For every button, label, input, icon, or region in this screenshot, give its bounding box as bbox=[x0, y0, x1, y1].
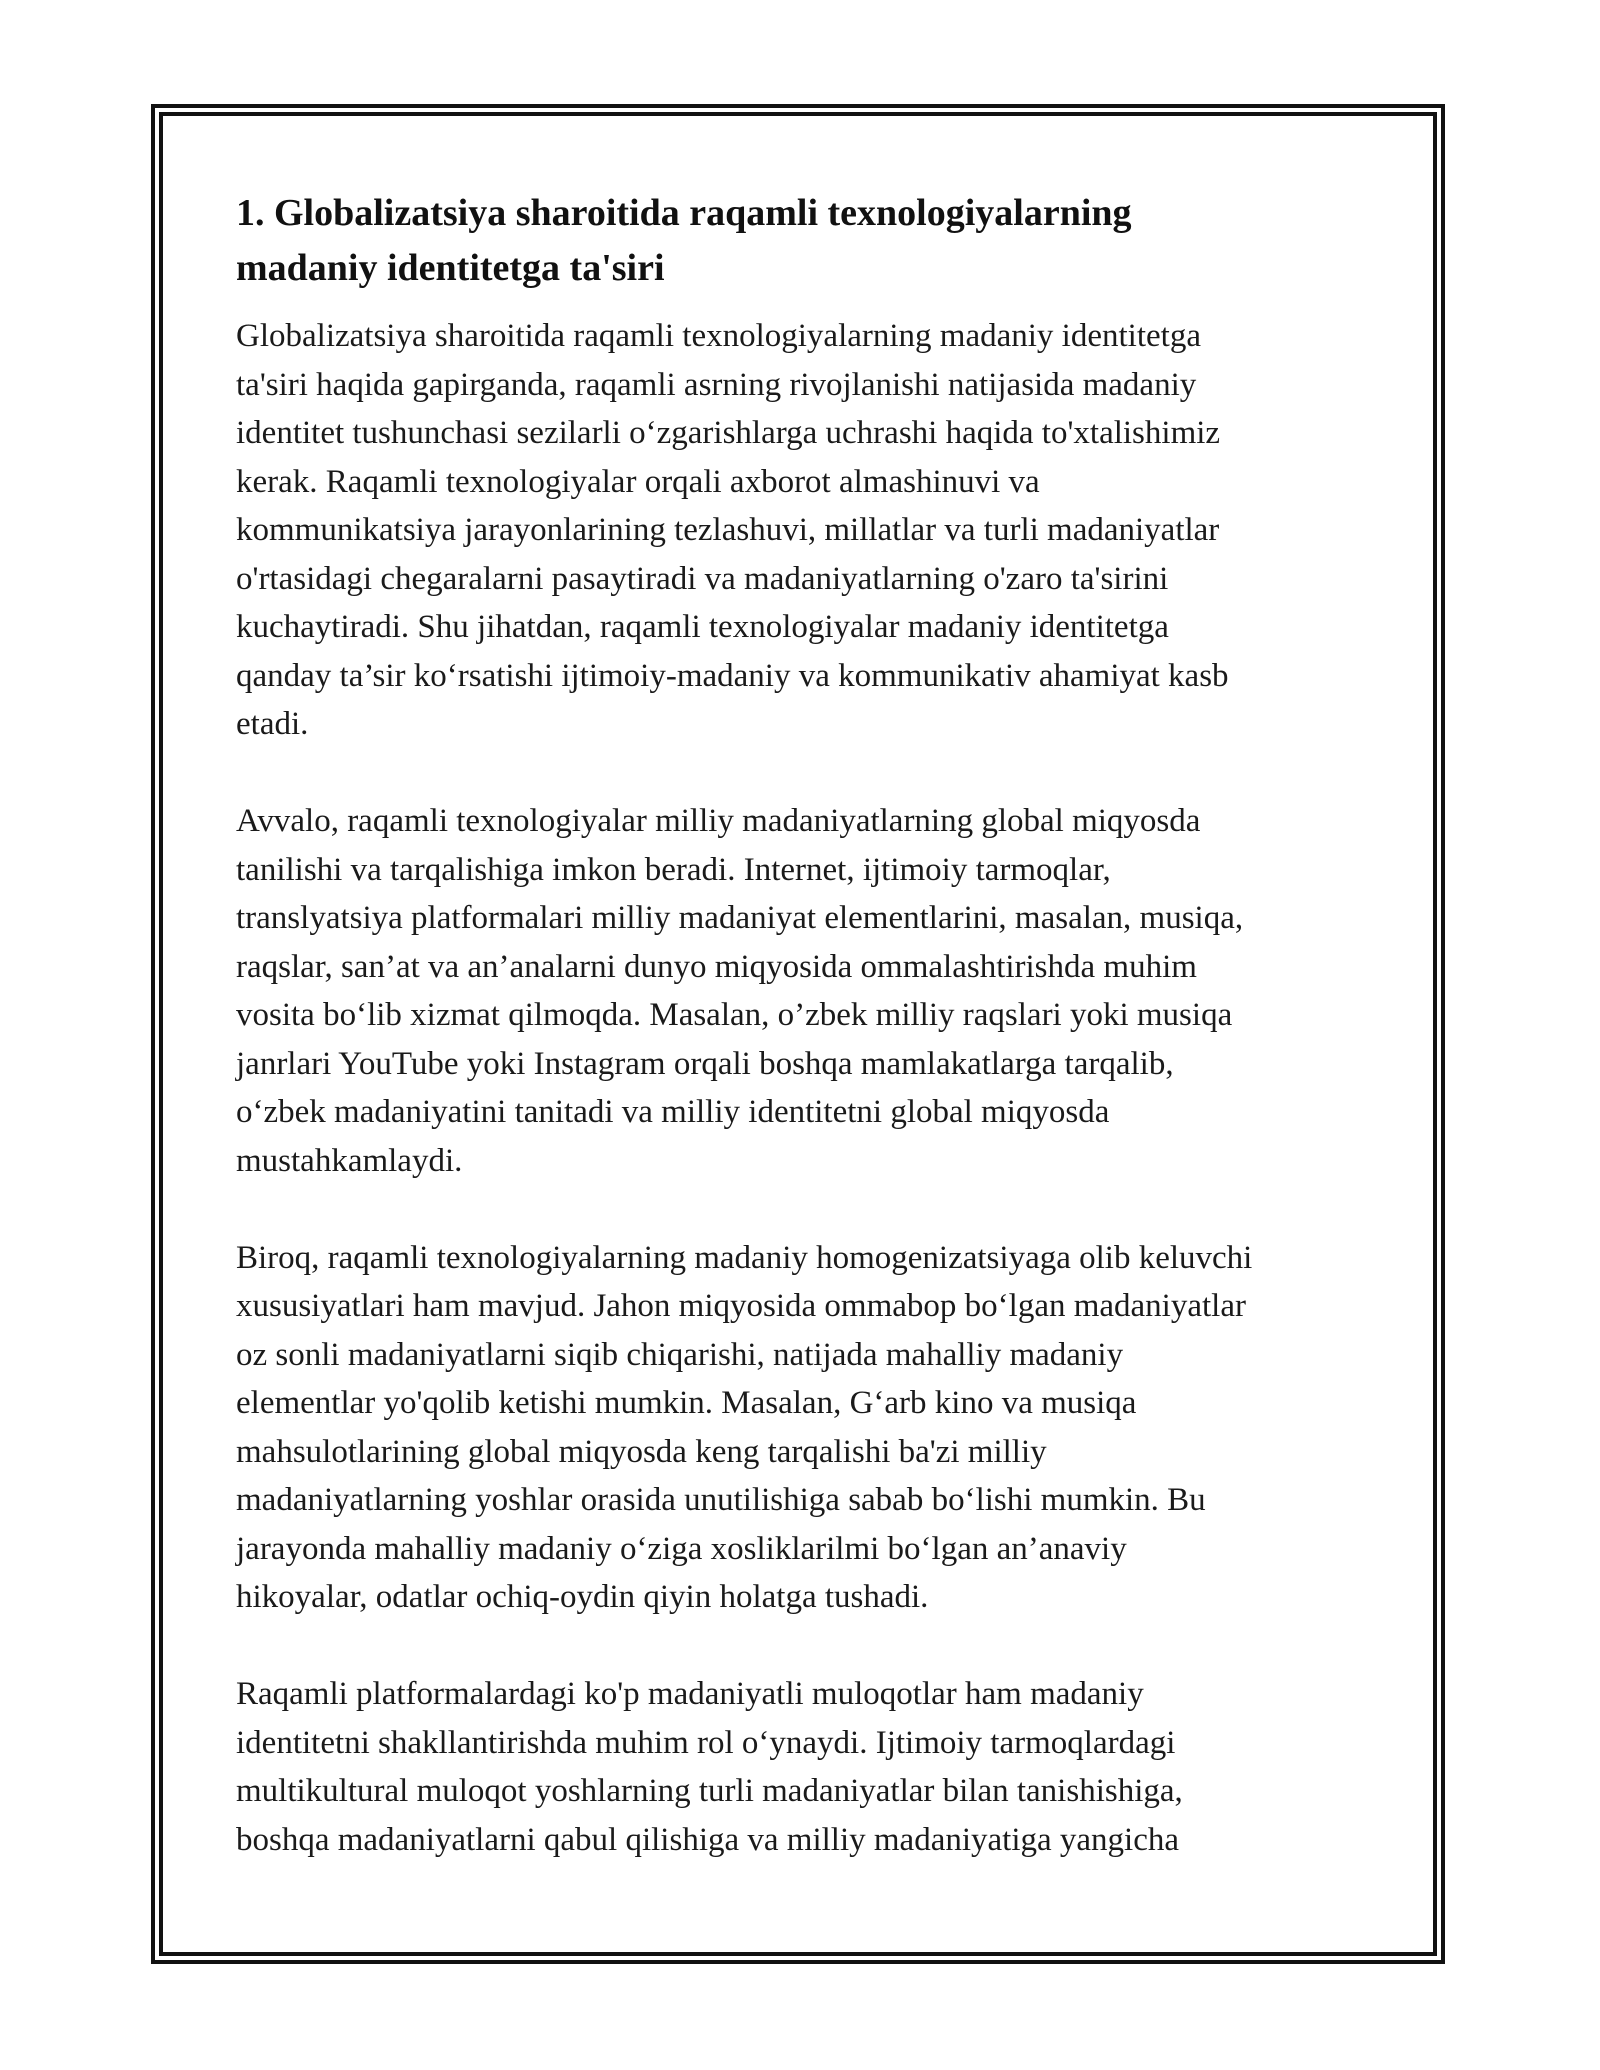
body-paragraph bbox=[236, 1670, 1376, 1864]
paragraph-line: o'rtasidagi chegaralarni pasaytiradi va madaniyatlarning o'zaro ta'sirini bbox=[236, 560, 1169, 597]
paragraph-line: ta'siri haqida gapirganda, raqamli asrning rivojlanishi natijasida madaniy bbox=[236, 366, 1197, 403]
paragraph-line: o‘zbek madaniyatini tanitadi va milliy identitetni global miqyosda bbox=[236, 1094, 1110, 1130]
paragraph-line: Globalizatsiya sharoitida raqamli texnologiyalarning madaniy identitetga bbox=[236, 318, 1201, 354]
paragraph-line: mustahkamlaydi. bbox=[236, 1142, 463, 1179]
section-title bbox=[236, 186, 1376, 296]
paragraph-line: vosita bo‘lib xizmat qilmoqda. Masalan, o’zbek milliy raqslari yoki musiqa bbox=[236, 997, 1233, 1033]
paragraph-line: Avvalo, raqamli texnologiyalar milliy madaniyatlarning global miqyosda bbox=[236, 803, 1201, 839]
section-title-line: madaniy identitetga ta'siri bbox=[236, 247, 665, 289]
paragraph-list bbox=[236, 312, 1376, 1864]
paragraph-line: mahsulotlarining global miqyosda keng tarqalishi ba'zi milliy bbox=[236, 1433, 1047, 1470]
section-title-line: 1. Globalizatsiya sharoitida raqamli texnologiyalarning bbox=[236, 192, 1132, 234]
body-paragraph bbox=[236, 312, 1376, 749]
document-body bbox=[236, 186, 1376, 1913]
paragraph-line: identitetni shakllantirishda muhim rol o‘ynaydi. Ijtimoiy tarmoqlardagi bbox=[236, 1724, 1176, 1761]
paragraph-line: xususiyatlari ham mavjud. Jahon miqyosida ommabop bo‘lgan madaniyatlar bbox=[236, 1288, 1246, 1324]
paragraph-line: kuchaytiradi. Shu jihatdan, raqamli texnologiyalar madaniy identitetga bbox=[236, 609, 1169, 645]
paragraph-line: etadi. bbox=[236, 706, 309, 742]
paragraph-line: hikoyalar, odatlar ochiq-oydin qiyin holatga tushadi. bbox=[236, 1579, 929, 1615]
paragraph-line: jarayonda mahalliy madaniy o‘ziga xosliklarilmi bo‘lgan an’anaviy bbox=[236, 1530, 1127, 1567]
paragraph-line: multikultural muloqot yoshlarning turli madaniyatlar bilan tanishishiga, bbox=[236, 1773, 1183, 1809]
body-paragraph bbox=[236, 1234, 1376, 1622]
paragraph-line: kommunikatsiya jarayonlarining tezlashuvi, millatlar va turli madaniyatlar bbox=[236, 512, 1220, 548]
paragraph-line: identitet tushunchasi sezilarli o‘zgarishlarga uchrashi haqida to'xtalishimiz bbox=[236, 415, 1221, 451]
paragraph-line: Raqamli platformalardagi ko'p madaniyatli muloqotlar ham madaniy bbox=[236, 1676, 1144, 1712]
paragraph-line: tanilishi va tarqalishiga imkon beradi. Internet, ijtimoiy tarmoqlar, bbox=[236, 851, 1111, 888]
paragraph-line: oz sonli madaniyatlarni siqib chiqarishi, natijada mahalliy madaniy bbox=[236, 1336, 1124, 1373]
paragraph-line: qanday ta’sir ko‘rsatishi ijtimoiy-madaniy va kommunikativ ahamiyat kasb bbox=[236, 657, 1229, 694]
paragraph-line: elementlar yo'qolib ketishi mumkin. Masalan, G‘arb kino va musiqa bbox=[236, 1385, 1137, 1421]
paragraph-line: raqslar, san’at va an’analarni dunyo miqyosida ommalashtirishda muhim bbox=[236, 948, 1197, 985]
paragraph-line: kerak. Raqamli texnologiyalar orqali axborot almashinuvi va bbox=[236, 463, 1040, 500]
body-paragraph bbox=[236, 797, 1376, 1185]
paragraph-line: janrlari YouTube yoki Instagram orqali boshqa mamlakatlarga tarqalib, bbox=[236, 1045, 1174, 1082]
paragraph-line: madaniyatlarning yoshlar orasida unutilishiga sabab bo‘lishi mumkin. Bu bbox=[236, 1482, 1206, 1518]
paragraph-line: Biroq, raqamli texnologiyalarning madaniy homogenizatsiyaga olib keluvchi bbox=[236, 1239, 1253, 1276]
paragraph-line: boshqa madaniyatlarni qabul qilishiga va milliy madaniyatiga yangicha bbox=[236, 1821, 1179, 1858]
paragraph-line: translyatsiya platformalari milliy madaniyat elementlarini, masalan, musiqa, bbox=[236, 900, 1244, 936]
